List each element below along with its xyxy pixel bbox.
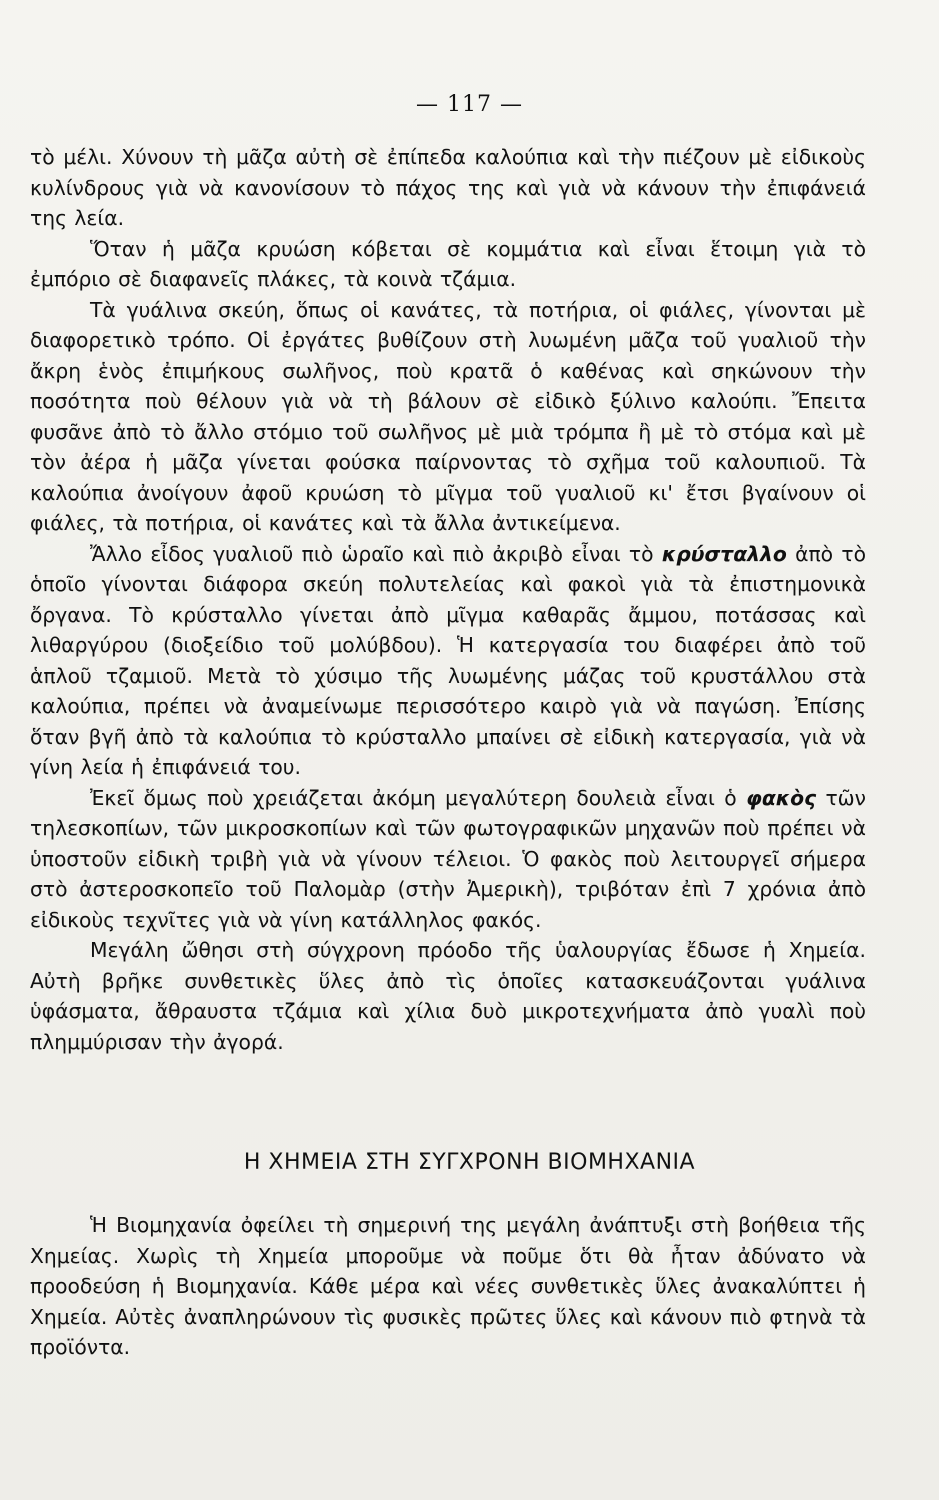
paragraph-5 [30,783,866,936]
paragraph-3: Τὰ γυάλινα σκεύη, ὅπως οἱ κανάτες, τὰ ποτήρια, οἱ φιάλες, γίνονται μὲ διαφορετικὸ τρόπο. Οἱ ἐργάτες βυθίζουν στὴ λυωμένη μᾶζα τοῦ γυαλιοῦ τὴν ἄκρη ἑνὸς ἐπιμήκους σωλῆνος, ποὺ κρατᾶ ὁ καθένας καὶ σηκώνουν τὴν ποσότητα ποὺ θέλουν γιὰ νὰ τὴ βάλουν σὲ εἰδικὸ ξύλινο καλούπι. Ἔπειτα φυσᾶνε ἀπὸ τὸ ἄλλο στόμιο τοῦ σωλῆνος μὲ μιὰ τρόμπα ἢ μὲ τὸ στόμα καὶ μὲ τὸν ἀέρα ἡ μᾶζα γίνεται φούσκα παίρνοντας τὸ σχῆμα τοῦ καλουπιοῦ. Τὰ καλούπια ἀνοίγουν ἀφοῦ κρυώση τὸ μῖγμα τοῦ γυαλιοῦ κι' ἔτσι βγαίνουν οἱ φιάλες, τὰ ποτήρια, οἱ κανάτες καὶ τὰ ἄλλα ἀντικείμενα. [30,297,866,535]
paragraph-5-start: Ἐκεῖ ὅμως ποὺ χρειάζεται ἀκόμη μεγαλύτερη δουλειὰ εἶναι ὁ [90,785,746,810]
emphasis-lens: φακὸς [745,785,817,810]
paragraph-5-end: τῶν τηλεσκοπίων, τῶν μικροσκοπίων καὶ τῶν φωτογραφικῶν μηχανῶν ποὺ πρέπει νὰ ὑποστοῦν εἰδικὴ τριβὴ γιὰ νὰ γίνουν τέλειοι. Ὁ φακὸς ποὺ λειτουργεῖ σήμερα στὸ ἀστεροσκοπεῖο τοῦ Παλομὰρ (στὴν Ἀμερικὴ), τριβόταν ἐπὶ 7 χρόνια ἀπὸ εἰδικοὺς τεχνῖτες γιὰ νὰ γίνη κατάλληλος φακός. [30,785,866,932]
main-text-block [30,142,866,1057]
section-text-block [30,1210,866,1363]
section-paragraph-1: Ἡ Βιομηχανία ὀφείλει τὴ σημερινή της μεγάλη ἀνάπτυξι στὴ βοήθεια τῆς Χημείας. Χωρὶς τὴ Χημεία μποροῦμε νὰ ποῦμε ὅτι θὰ ἦταν ἀδύνατο νὰ προοδεύση ἡ Βιομηχανία. Κάθε μέρα καὶ νέες συνθετικὲς ὕλες ἀνακαλύπτει ἡ Χημεία. Αὐτὲς ἀναπληρώνουν τὶς φυσικὲς πρῶτες ὕλες καὶ κάνουν πιὸ φτηνὰ τὰ προϊόντα. [30,1213,866,1359]
paragraph-1: τὸ μέλι. Χύνουν τὴ μᾶζα αὐτὴ σὲ ἐπίπεδα καλούπια καὶ τὴν πιέζουν μὲ εἰδικοὺς κυλίνδρους γιὰ νὰ κανονίσουν τὸ πάχος της καὶ γιὰ νὰ κάνουν τὴν ἐπιφάνειά της λεία. [30,145,866,230]
paragraph-4 [30,539,866,783]
paragraph-6: Μεγάλη ὤθησι στὴ σύγχρονη πρόοδο τῆς ὑαλουργίας ἔδωσε ἡ Χημεία. Αὐτὴ βρῆκε συνθετικὲς ὕλες ἀπὸ τὶς ὁποῖες κατασκευάζονται γυάλινα ὑφάσματα, ἄθραυστα τζάμια καὶ χίλια δυὸ μικροτεχνήματα ἀπὸ γυαλὶ ποὺ πλημμύρισαν τὴν ἀγορά. [30,938,866,1054]
emphasis-crystal: κρύσταλλο [661,541,787,566]
paragraph-4-end: ἀπὸ τὸ ὁποῖο γίνονται διάφορα σκεύη πολυτελείας καὶ φακοὶ γιὰ τὰ ἐπιστημονικὰ ὄργανα. Τὸ κρύσταλλο γίνεται ἀπὸ μῖγμα καθαρᾶς ἄμμου, ποτάσσας καὶ λιθαργύρου (διοξείδιο τοῦ μολύβδου). Ἡ κατεργασία του διαφέρει ἀπὸ τοῦ ἁπλοῦ τζαμιοῦ. Μετὰ τὸ χύσιμο τῆς λυωμένης μάζας τοῦ κρυστάλλου στὰ καλούπια, πρέπει νὰ ἀναμείνωμε περισσότερο καιρὸ γιὰ νὰ παγώση. Ἐπίσης ὅταν βγῆ ἀπὸ τὰ καλούπια τὸ κρύσταλλο μπαίνει σὲ εἰδικὴ κατεργασία, γιὰ νὰ γίνη λεία ἡ ἐπιφάνειά του. [30,541,866,779]
paragraph-2: Ὅταν ἡ μᾶζα κρυώση κόβεται σὲ κομμάτια καὶ εἶναι ἕτοιμη γιὰ τὸ ἐμπόριο σὲ διαφανεῖς πλάκες, τὰ κοινὰ τζάμια. [30,236,866,291]
page-number: — 117 — [416,92,523,117]
paragraph-4-start: Ἄλλο εἶδος γυαλιοῦ πιὸ ὡραῖο καὶ πιὸ ἀκριβὸ εἶναι τὸ [90,541,662,566]
section-heading: Η ΧΗΜΕΙΑ ΣΤΗ ΣΥΓΧΡΟΝΗ ΒΙΟΜΗΧΑΝΙΑ [243,1150,696,1175]
